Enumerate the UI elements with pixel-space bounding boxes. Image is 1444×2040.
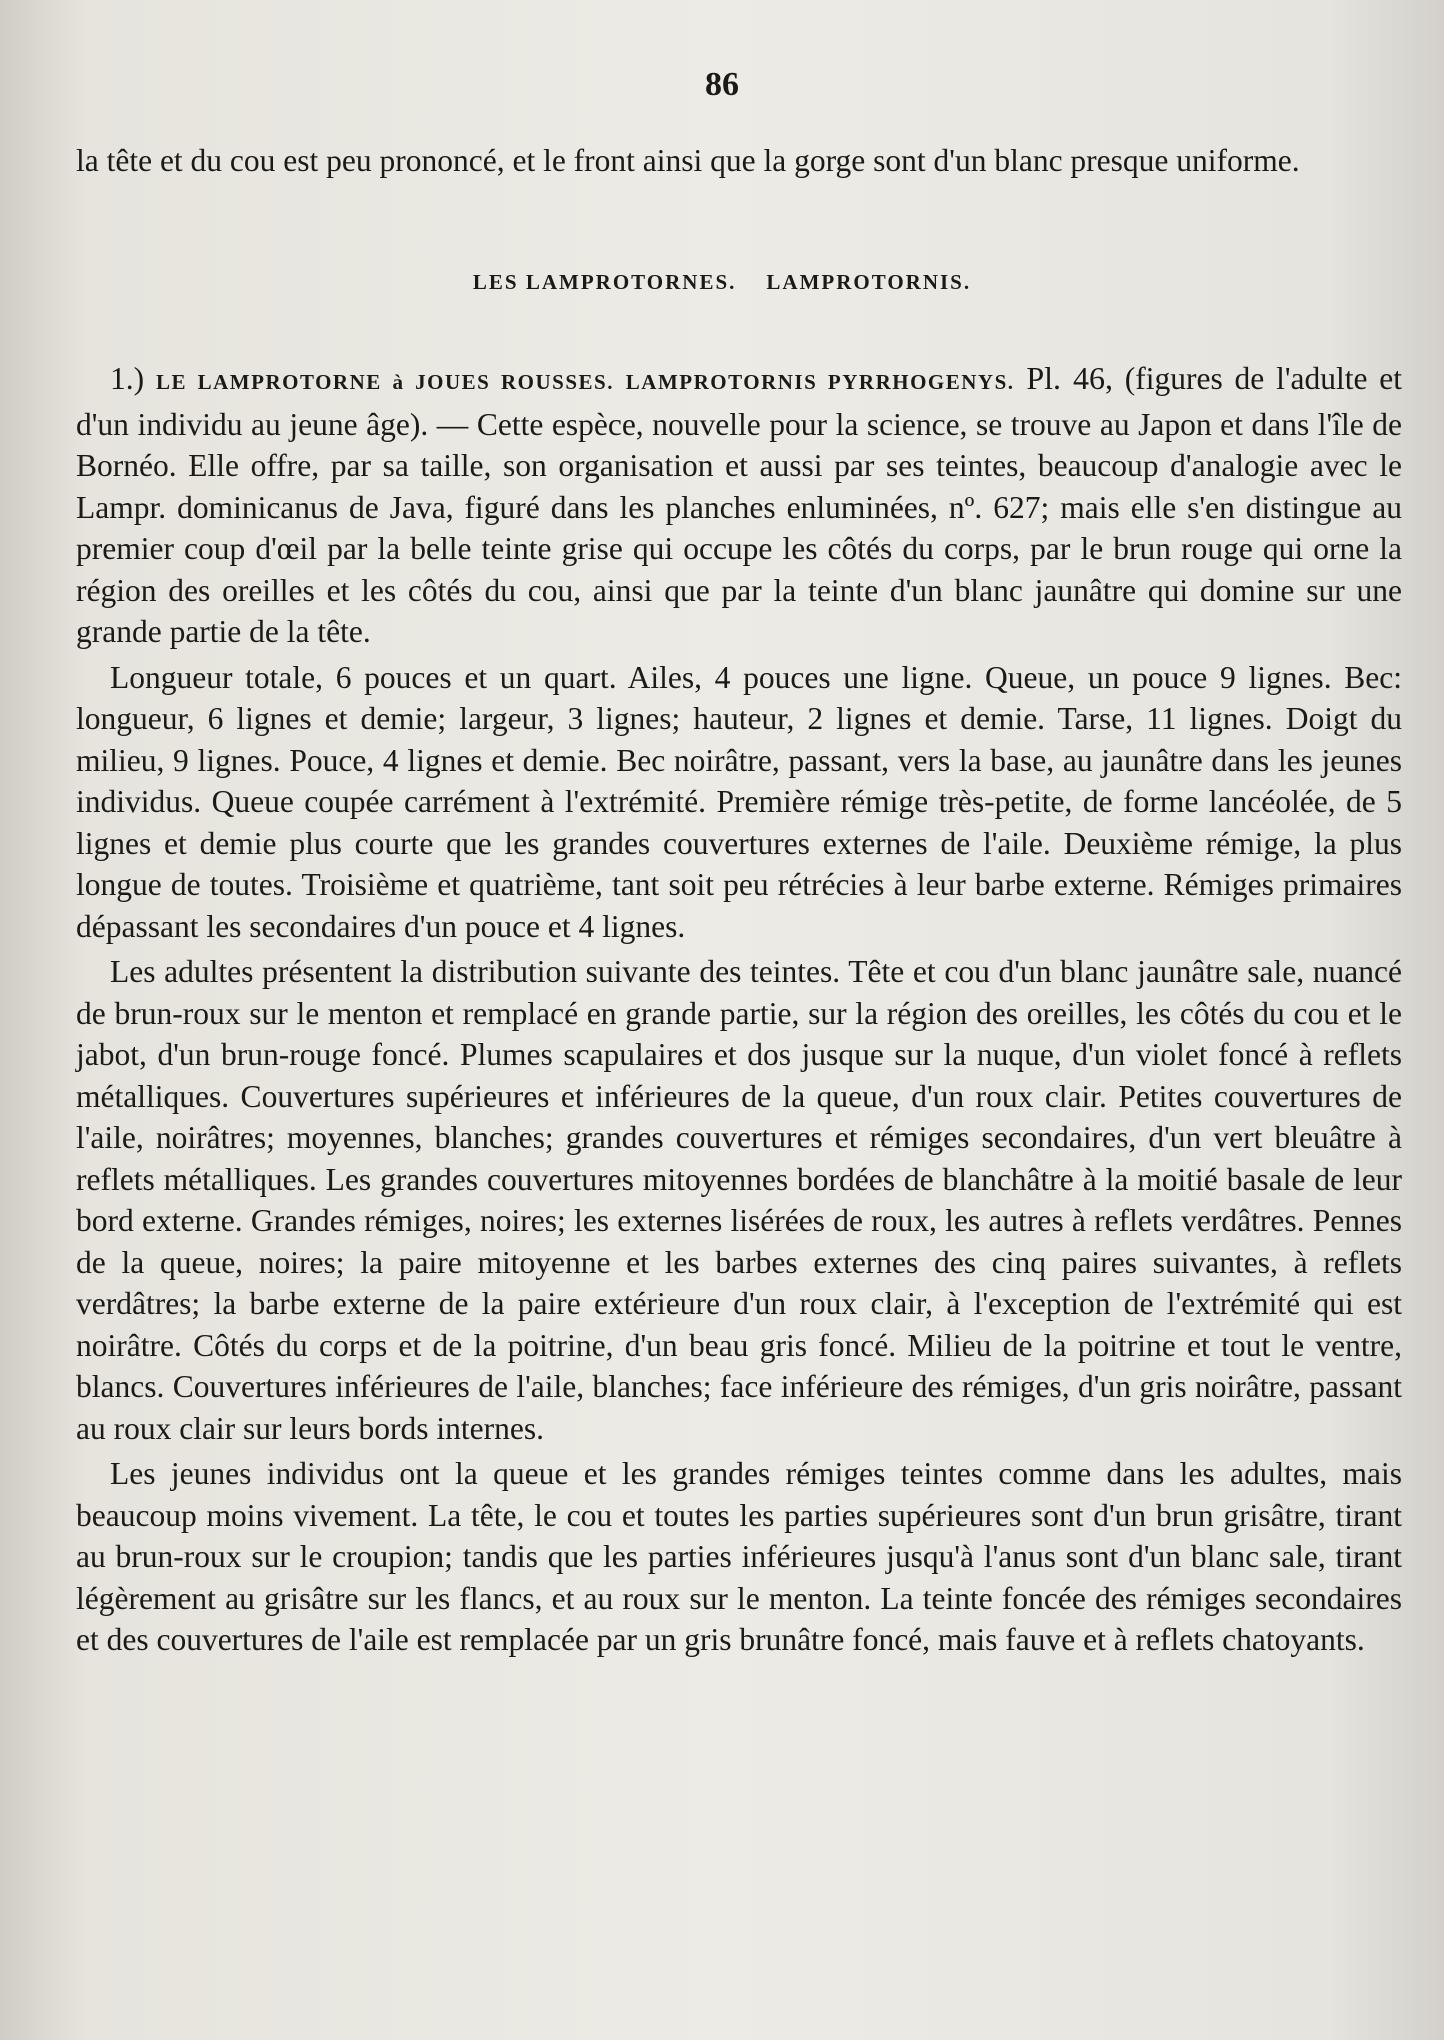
section-heading-latin: LAMPROTORNIS. — [766, 270, 972, 294]
species-number: 1.) — [110, 361, 145, 396]
species-description — [76, 358, 1402, 1661]
species-latin-name: LAMPROTORNIS PYRRHOGENYS. — [625, 370, 1015, 394]
adult-coloration-paragraph: Les adultes présentent la distribution suivante des teintes. Tête et cou d'un blanc jaunâtre sale, nuancé de brun-roux sur le menton et remplacé en grande partie, sur la région des oreilles, les côtés du cou et le jabot, d'un brun-rouge foncé. Plumes scapulaires et dos jusque sur la nuque, d'un violet foncé à reflets métalliques. Couvertures supérieures et inférieures de la queue, d'un roux clair. Petites couvertures de l'aile, noirâtres; moyennes, blanches; grandes couvertures et rémiges secondaires, d'un vert bleuâtre à reflets métalliques. Les grandes couvertures mitoyennes bordées de blanchâtre à la moitié basale de leur bord externe. Grandes rémiges, noires; les externes lisérées de roux, les autres à reflets verdâtres. Pennes de la queue, noires; la paire mitoyenne et les barbes externes des cinq paires suivantes, à reflets verdâtres; la barbe externe de la paire extérieure d'un roux clair, à l'exception de l'extrémité qui est noirâtre. Côtés du corps et de la poitrine, d'un beau gris foncé. Milieu de la poitrine et tout le ventre, blancs. Couvertures inférieures de l'aile, blanches; face inférieure des rémiges, d'un gris noirâtre, passant au roux clair sur leurs bords internes. — [76, 954, 1402, 1446]
page-number: 86 — [705, 66, 739, 103]
section-heading — [0, 270, 1444, 295]
juvenile-coloration-paragraph: Les jeunes individus ont la queue et les grandes rémiges teintes comme dans les adultes, mais beaucoup moins vivement. La tête, le cou et toutes les parties supérieures sont d'un brun grisâtre, tirant au brun-roux sur le croupion; tandis que les parties inférieures jusqu'à l'anus sont d'un blanc sale, tirant légèrement au grisâtre sur les flancs, et au roux sur le menton. La teinte foncée des rémiges secondaires et des couvertures de l'aile est remplacée par un gris brunâtre foncé, mais fauve et à reflets chatoyants. — [76, 1456, 1402, 1657]
intro-paragraph: la tête et du cou est peu prononcé, et le front ainsi que la gorge sont d'un blanc presque uniforme. — [76, 143, 1300, 178]
plate-reference: Pl. 46, — [1026, 360, 1113, 396]
intro-paragraph-block — [76, 140, 1402, 182]
section-heading-french: LES LAMPROTORNES. — [472, 270, 737, 294]
species-french-name: LE LAMPROTORNE à JOUES ROUSSES. — [155, 370, 614, 394]
species-entry-paragraph — [76, 358, 1402, 653]
species-entry-text: (figures de l'adulte et d'un individu au jeune âge). — Cette espèce, nouvelle pour la science, se trouve au Japon et dans l'île de Bornéo. Elle offre, par sa taille, son organisation et aussi par ses teintes, beaucoup d'analogie avec le Lampr. dominicanus de Java, figuré dans les planches enluminées, nº. 627; mais elle s'en distingue au premier coup d'œil par la belle teinte grise qui occupe les côtés du corps, par le brun rouge qui orne la région des oreilles et les côtés du cou, ainsi que par la teinte d'un blanc jaunâtre qui domine sur une grande partie de la tête. — [76, 361, 1403, 649]
measurements-paragraph: Longueur totale, 6 pouces et un quart. Ailes, 4 pouces une ligne. Queue, un pouce 9 lignes. Bec: longueur, 6 lignes et demie; largeur, 3 lignes; hauteur, 2 lignes et demie. Tarse, 11 lignes. Doigt du milieu, 9 lignes. Pouce, 4 lignes et demie. Bec noirâtre, passant, vers la base, au jaunâtre dans les jeunes individus. Queue coupée carrément à l'extrémité. Première rémige très-petite, de forme lancéolée, de 5 lignes et demie plus courte que les grandes couvertures externes de l'aile. Deuxième rémige, la plus longue de toutes. Troisième et quatrième, tant soit peu rétrécies à leur barbe externe. Rémiges primaires dépassant les secondaires d'un pouce et 4 lignes. — [76, 659, 1402, 944]
